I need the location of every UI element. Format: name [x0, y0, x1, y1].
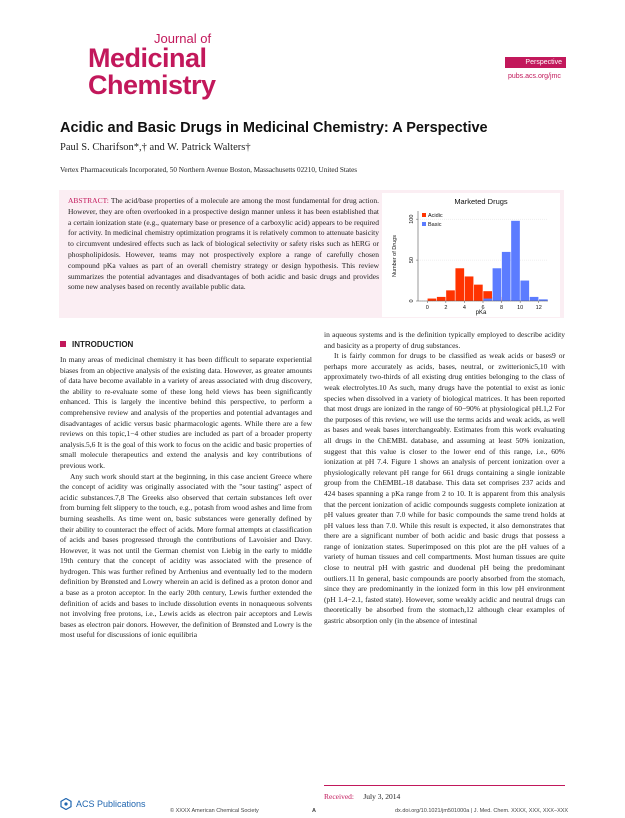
body-column-left	[60, 355, 312, 641]
abstract	[68, 196, 379, 293]
bar-acidic	[437, 297, 446, 301]
section-tag: Perspective	[505, 57, 566, 68]
y-tick-label: 50	[409, 257, 415, 264]
abstract-label: ABSTRACT:	[68, 196, 109, 205]
y-tick-label: 0	[409, 299, 415, 303]
intro-paragraph-2: Any such work should start at the beginning, in this case ancient Greece where the concept of acidity was originally associated with the "sour tasting" aspect of acidic substances.7,8 The Greeks also observed that certain substances left over from burning felt slippery to the touch, e.g., potash from wood ashes and lime from burning seashells. As time went on, basic substances were generally defined by their ability to counteract the effect of acids. More formal attempts at classification of acids and bases progressed through the contributions of Lavoisier and Davy. However, it was not until the German chemist von Liebig in the early to middle 19th century that the concept of acidity was associated with the presence of hydrogen. This was further refined by Arrhenius and eventually led to the modern definition by Brønsted and Lowry wherein an acid is defined as a proton donor and a base as a proton acceptor. In the early 20th century, Lewis further extended the definition of acids and bases to include dissolution events in nonaqueous solvents not involving free protons, i.e., Lewis acids as electron pair acceptors and Lewis bases as electron pair donors. However, the definition of Brønsted and Lowry is the most useful for discussions of ionic equilibria	[60, 471, 312, 640]
marketed-drugs-histogram	[382, 193, 560, 317]
received-divider	[324, 785, 565, 786]
received-label: Received:	[324, 792, 354, 801]
bar-acidic	[455, 268, 464, 301]
article-title: Acidic and Basic Drugs in Medicinal Chemistry: A Perspective	[60, 120, 488, 136]
intro-paragraph-1: In many areas of medicinal chemistry it has been difficult to separate experiential biases from an objective analysis of the existing data. However, as greater amounts of data have become available in a variety of areas associated with drug discovery, the ability to re-evaluate some of these long held views has been significantly enhanced. This is largely the incentive behind this perspective, to perform a comprehensive review and analysis of the properties and potential advantages and disadvantages of acidic versus basic pharmacologic agents. While there are a few reviews on this topic,1−4 other studies are included as part of a broader property analysis.5,6 It is the goal of this work to focus on the acidic and basic properties of small molecule therapeutics and extend the analysis and key contributions of previous work.	[60, 355, 312, 470]
legend-label-basic: Basic	[428, 222, 442, 228]
acs-hexagon-icon	[60, 798, 72, 810]
legend-label-acidic: Acidic	[428, 213, 443, 219]
bar-basic	[530, 297, 539, 301]
abstract-body: The acid/base properties of a molecule are among the most fundamental for drug action. However, they are often overlooked in a prospective design manner unless it has been established that a certain ionization state (e.g., quaternary base or presence of a carboxylic acid) appears to be required for activity. In medicinal chemistry optimization programs it is relatively common to attenuate basicity to circumvent undesired effects such as lack of biological selectivity or safety risks such as hERG or phospholipidosis. However, teams may not prospectively explore a range of carefully chosen compound pKa values as part of an overall chemistry strategy or design hypothesis. This review summarizes the potential advantages and disadvantages of both acidic and basic drugs and provides some new analyses based on recently available public data.	[68, 196, 379, 292]
bar-basic	[511, 221, 520, 301]
x-tick-label: 12	[535, 305, 542, 311]
page-number: A	[312, 808, 316, 814]
x-tick-label: 10	[517, 305, 524, 311]
bar-basic	[493, 268, 502, 301]
journal-url-link[interactable]: pubs.acs.org/jmc	[508, 73, 561, 80]
chart-y-label: Number of Drugs	[392, 235, 398, 277]
journal-title-line3: Chemistry	[88, 70, 216, 100]
bar-acidic	[428, 299, 437, 301]
chart-x-label: pKa	[475, 310, 487, 316]
journal-title-line2: Medicinal	[88, 43, 207, 73]
doi-citation[interactable]: dx.doi.org/10.1021/jm501000a | J. Med. Chem. XXXX, XXX, XXX−XXX	[395, 808, 569, 814]
body-column-right	[324, 330, 565, 627]
intro-paragraph-4: It is fairly common for drugs to be classified as weak acids or bases9 or perhaps more accurately as acids, bases, neutral, or zwitterionic5,10 with approximately two-thirds of all existing drug entities belonging to the class of weak electrolytes.10 As such, many drugs have the potential to exist as ionic species when dissolved in a variety of biological matrices. It has been reported that most drugs are ionized in the range of 60−90% at physiological pH.1,2 For the purposes of this review, we will use the terms acids and weak acids, as well as bases and weak bases interchangeably. Estimates from this work evaluating all drugs in the ChEMBL database, and assuming at least 50% ionization, suggest that this value is closer to the lower end of this range, i.e., 60% ionization at pH 7.4. Figure 1 shows an analysis of percent ionization over a physiologically relevant pH range for 661 drugs containing a single ionizable group from the ChEMBL-18 database. This data set comprises 237 acids and 424 bases spanning a pKa range from 2 to 10. It is apparent from this analysis that the percent ionization of acidic compounds suggests complete ionization at pH values greater than 7.0 while for basic compounds the same trend holds at pH values less than 7.0. While this result is expected, it also demonstrates that there are a significant number of both acidic and basic drugs that possess a range of ionization states. Superimposed on this plot are the pH values of a variety of human tissues and cell compartments. Most human tissues are quite close to neutral pH with gastric and duodenal pH being the predominant outliers.11 In general, basic compounds are poorly absorbed from the stomach, since they are predominantly in the ionized form in this low pH environment (pH 1.4−2.1, fasted state). However, some weakly acidic and neutral drugs can theoretically be absorbed from the stomach,12 although clear examples of gastric absorption only (in the absence of intestinal	[324, 351, 565, 626]
chart-title: Marketed Drugs	[454, 197, 508, 206]
copyright: © XXXX American Chemical Society	[170, 808, 259, 814]
bar-basic	[483, 299, 492, 301]
acs-logo	[60, 798, 146, 810]
received-date	[324, 792, 400, 801]
bar-basic	[502, 252, 511, 301]
intro-heading-text: INTRODUCTION	[72, 340, 134, 349]
journal-title-line1: Journal of	[154, 31, 212, 46]
intro-heading	[60, 340, 133, 349]
legend-swatch-basic	[422, 222, 426, 226]
x-tick-label: 8	[500, 305, 504, 311]
bar-acidic	[465, 276, 474, 301]
y-tick-label: 100	[409, 214, 415, 224]
x-tick-label: 4	[462, 305, 466, 311]
acs-publications-text: ACS Publications	[76, 799, 146, 809]
x-tick-label: 0	[425, 305, 429, 311]
intro-paragraph-3: in aqueous systems and is the definition typically employed to describe acidity and basicity as a property of drug substances.	[324, 330, 565, 350]
bar-basic	[520, 281, 529, 301]
legend-swatch-acidic	[422, 213, 426, 217]
bar-acidic	[474, 285, 483, 301]
x-tick-label: 2	[444, 305, 448, 311]
journal-logo	[88, 32, 216, 99]
article-authors: Paul S. Charifson*,† and W. Patrick Walters†	[60, 142, 251, 153]
section-bullet-icon	[60, 341, 66, 347]
author-affiliation: Vertex Pharmaceuticals Incorporated, 50 Northern Avenue Boston, Massachusetts 02210, United States	[60, 166, 358, 174]
x-tick-label: 6	[481, 305, 485, 311]
received-value: July 3, 2014	[363, 792, 401, 801]
bar-acidic	[446, 290, 455, 301]
